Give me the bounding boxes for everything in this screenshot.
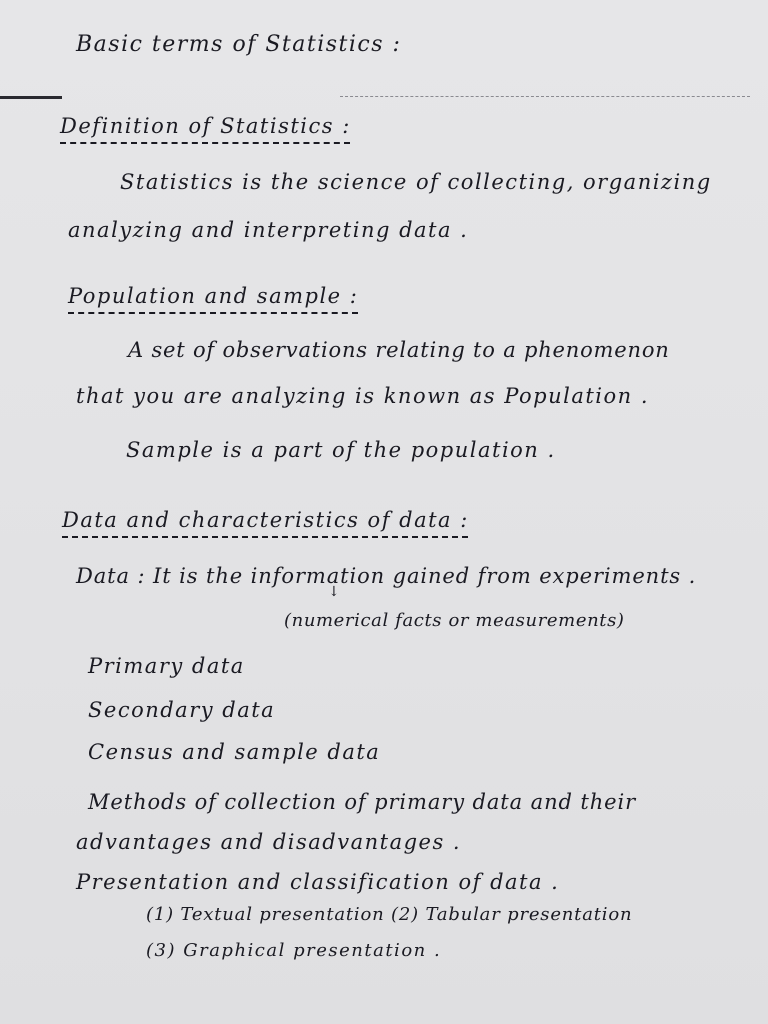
list-item-census: Census and sample data: [88, 740, 381, 764]
methods-line-2: advantages and disadvantages .: [76, 830, 462, 854]
definition-heading: Definition of Statistics :: [60, 114, 351, 138]
population-line-1: A set of observations relating to a phenomenon: [128, 338, 670, 362]
data-note: (numerical facts or measurements): [284, 610, 625, 631]
sample-line: Sample is a part of the population .: [126, 438, 556, 462]
presentation-types-line-2: (3) Graphical presentation .: [146, 940, 442, 961]
population-heading: Population and sample :: [68, 284, 359, 308]
definition-line-1: Statistics is the science of collecting, organizing: [120, 170, 712, 194]
methods-line-1: Methods of collection of primary data and their: [88, 790, 637, 814]
presentation-types-line-1: (1) Textual presentation (2) Tabular presentation: [146, 904, 633, 925]
definition-line-2: analyzing and interpreting data .: [68, 218, 469, 242]
arrow-down-icon: ↓: [328, 584, 340, 600]
page-title: Basic terms of Statistics :: [76, 32, 402, 57]
list-item-primary: Primary data: [88, 654, 245, 678]
divider-rule-light: [340, 96, 750, 97]
list-item-secondary: Secondary data: [88, 698, 276, 722]
population-line-2: that you are analyzing is known as Population .: [76, 384, 650, 408]
data-heading: Data and characteristics of data :: [62, 508, 469, 532]
divider-rule: [0, 96, 768, 99]
presentation-line: Presentation and classification of data .: [76, 870, 560, 894]
divider-rule-dark: [0, 96, 62, 99]
data-definition-line: Data : It is the information gained from experiments .: [76, 564, 697, 588]
